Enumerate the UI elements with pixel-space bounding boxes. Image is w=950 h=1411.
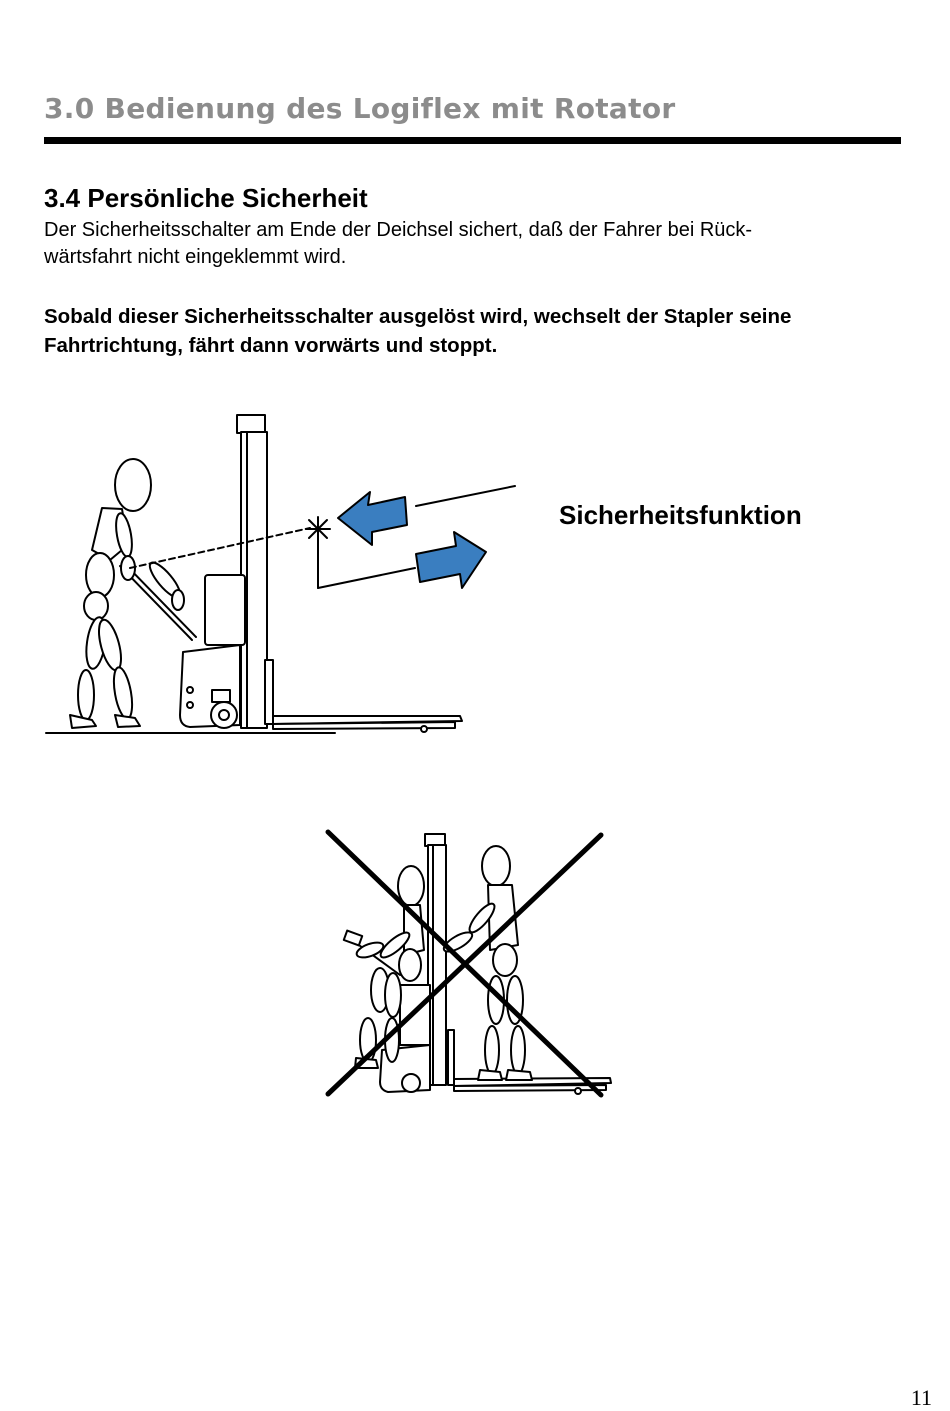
chapter-title: 3.0 Bedienung des Logiflex mit Rotator bbox=[44, 92, 676, 125]
figure-label: Sicherheitsfunktion bbox=[559, 500, 802, 530]
page-number: 11 bbox=[910, 1385, 932, 1410]
intro-line: Der Sicherheitsschalter am Ende der Deichsel sichert, daß der Fahrer bei Rück- bbox=[44, 219, 753, 241]
warning-line: Fahrtrichtung, fährt dann vorwärts und stoppt. bbox=[44, 334, 498, 357]
stacker-illustration bbox=[344, 834, 611, 1094]
warning-line: Sobald dieser Sicherheitsschalter ausgelöst wird, wechselt der Stapler seine bbox=[44, 305, 792, 328]
cross-out-icon bbox=[328, 832, 601, 1095]
section-title: 3.4 Persönliche Sicherheit bbox=[44, 183, 368, 213]
intro-line: wärtsfahrt nicht eingeklemmt wird. bbox=[44, 246, 347, 268]
